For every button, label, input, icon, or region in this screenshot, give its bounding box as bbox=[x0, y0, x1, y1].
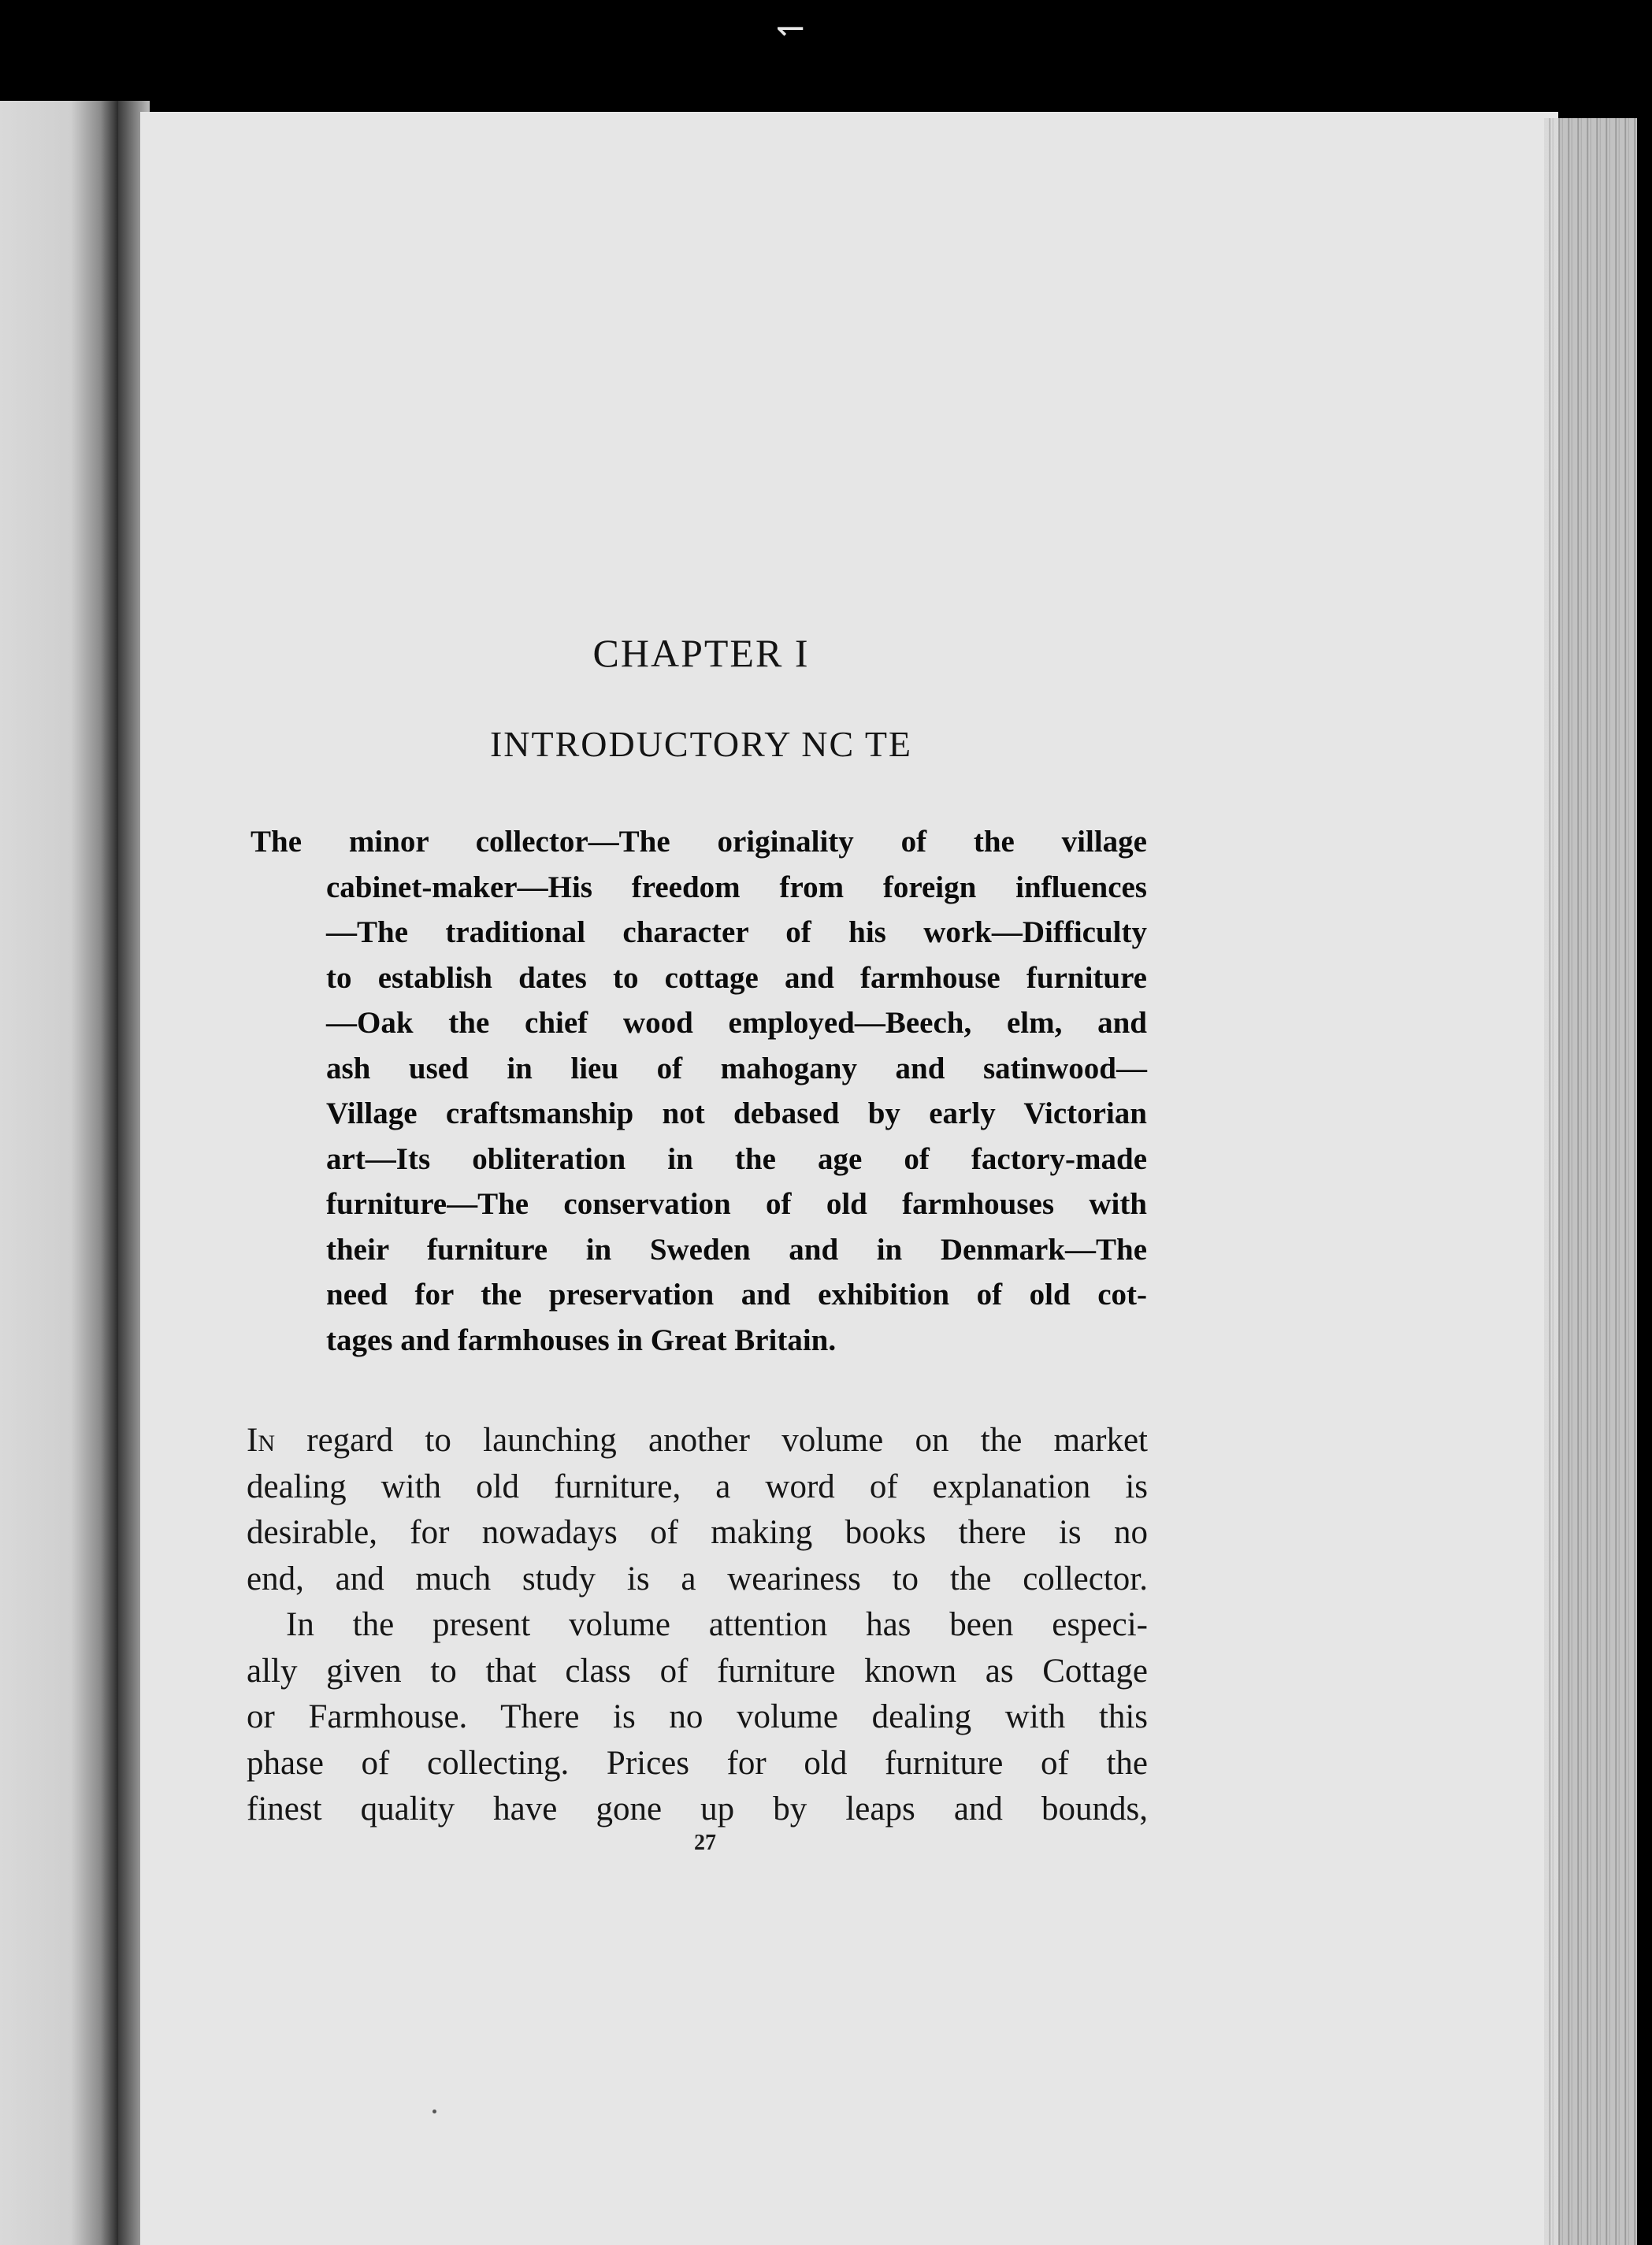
body-line: finest quality have gone up by leaps and bounds, bbox=[247, 1790, 1148, 1828]
synopsis-line: art—Its obliteration in the age of factory-made bbox=[326, 1141, 1147, 1176]
scan-mark: ↽ bbox=[776, 8, 805, 48]
opening-word: In bbox=[247, 1422, 275, 1459]
body-line: ally given to that class of furniture known as Cottage bbox=[247, 1652, 1148, 1690]
chapter-heading: CHAPTER I bbox=[592, 631, 810, 675]
body-line bbox=[247, 1418, 1148, 1464]
page-number: 27 bbox=[694, 1831, 716, 1855]
paper-speck bbox=[432, 2110, 436, 2113]
body-line: dealing with old furniture, a word of explanation is bbox=[247, 1468, 1148, 1505]
synopsis-line: to establish dates to cottage and farmhouse furniture bbox=[326, 960, 1147, 995]
left-page-edge bbox=[0, 101, 118, 2245]
synopsis-line: need for the preservation and exhibition of old cot- bbox=[326, 1278, 1147, 1312]
chapter-synopsis bbox=[251, 819, 1147, 1363]
body-line: desirable, for nowadays of making books there is no bbox=[247, 1514, 1148, 1551]
body-line: or Farmhouse. There is no volume dealing with this bbox=[247, 1698, 1148, 1735]
synopsis-line: —The traditional character of his work—Difficulty bbox=[326, 915, 1147, 949]
synopsis-line: Village craftsmanship not debased by early Victorian bbox=[326, 1097, 1147, 1130]
synopsis-line: their furniture in Sweden and in Denmark—The bbox=[326, 1232, 1147, 1267]
body-line: phase of collecting. Prices for old furniture of the bbox=[247, 1744, 1148, 1782]
chapter-title: INTRODUCTORY NC TE bbox=[489, 724, 913, 764]
body-text bbox=[247, 1418, 1148, 1833]
right-page-edges bbox=[1544, 118, 1637, 2245]
body-line-text: regard to launching another volume on the market bbox=[274, 1422, 1148, 1459]
synopsis-line: ash used in lieu of mahogany and satinwood— bbox=[326, 1051, 1147, 1085]
body-line: end, and much study is a weariness to the collector. bbox=[247, 1560, 1148, 1597]
synopsis-line: furniture—The conservation of old farmhouses with bbox=[326, 1187, 1147, 1221]
synopsis-line: —Oak the chief wood employed—Beech, elm, and bbox=[326, 1006, 1147, 1040]
synopsis-line: tages and farmhouses in Great Britain. bbox=[326, 1323, 837, 1357]
body-line: In the present volume attention has been especi- bbox=[286, 1606, 1148, 1643]
synopsis-line: cabinet-maker—His freedom from foreign influences bbox=[326, 870, 1147, 904]
synopsis-line: The minor collector—The originality of the village bbox=[251, 825, 1147, 859]
